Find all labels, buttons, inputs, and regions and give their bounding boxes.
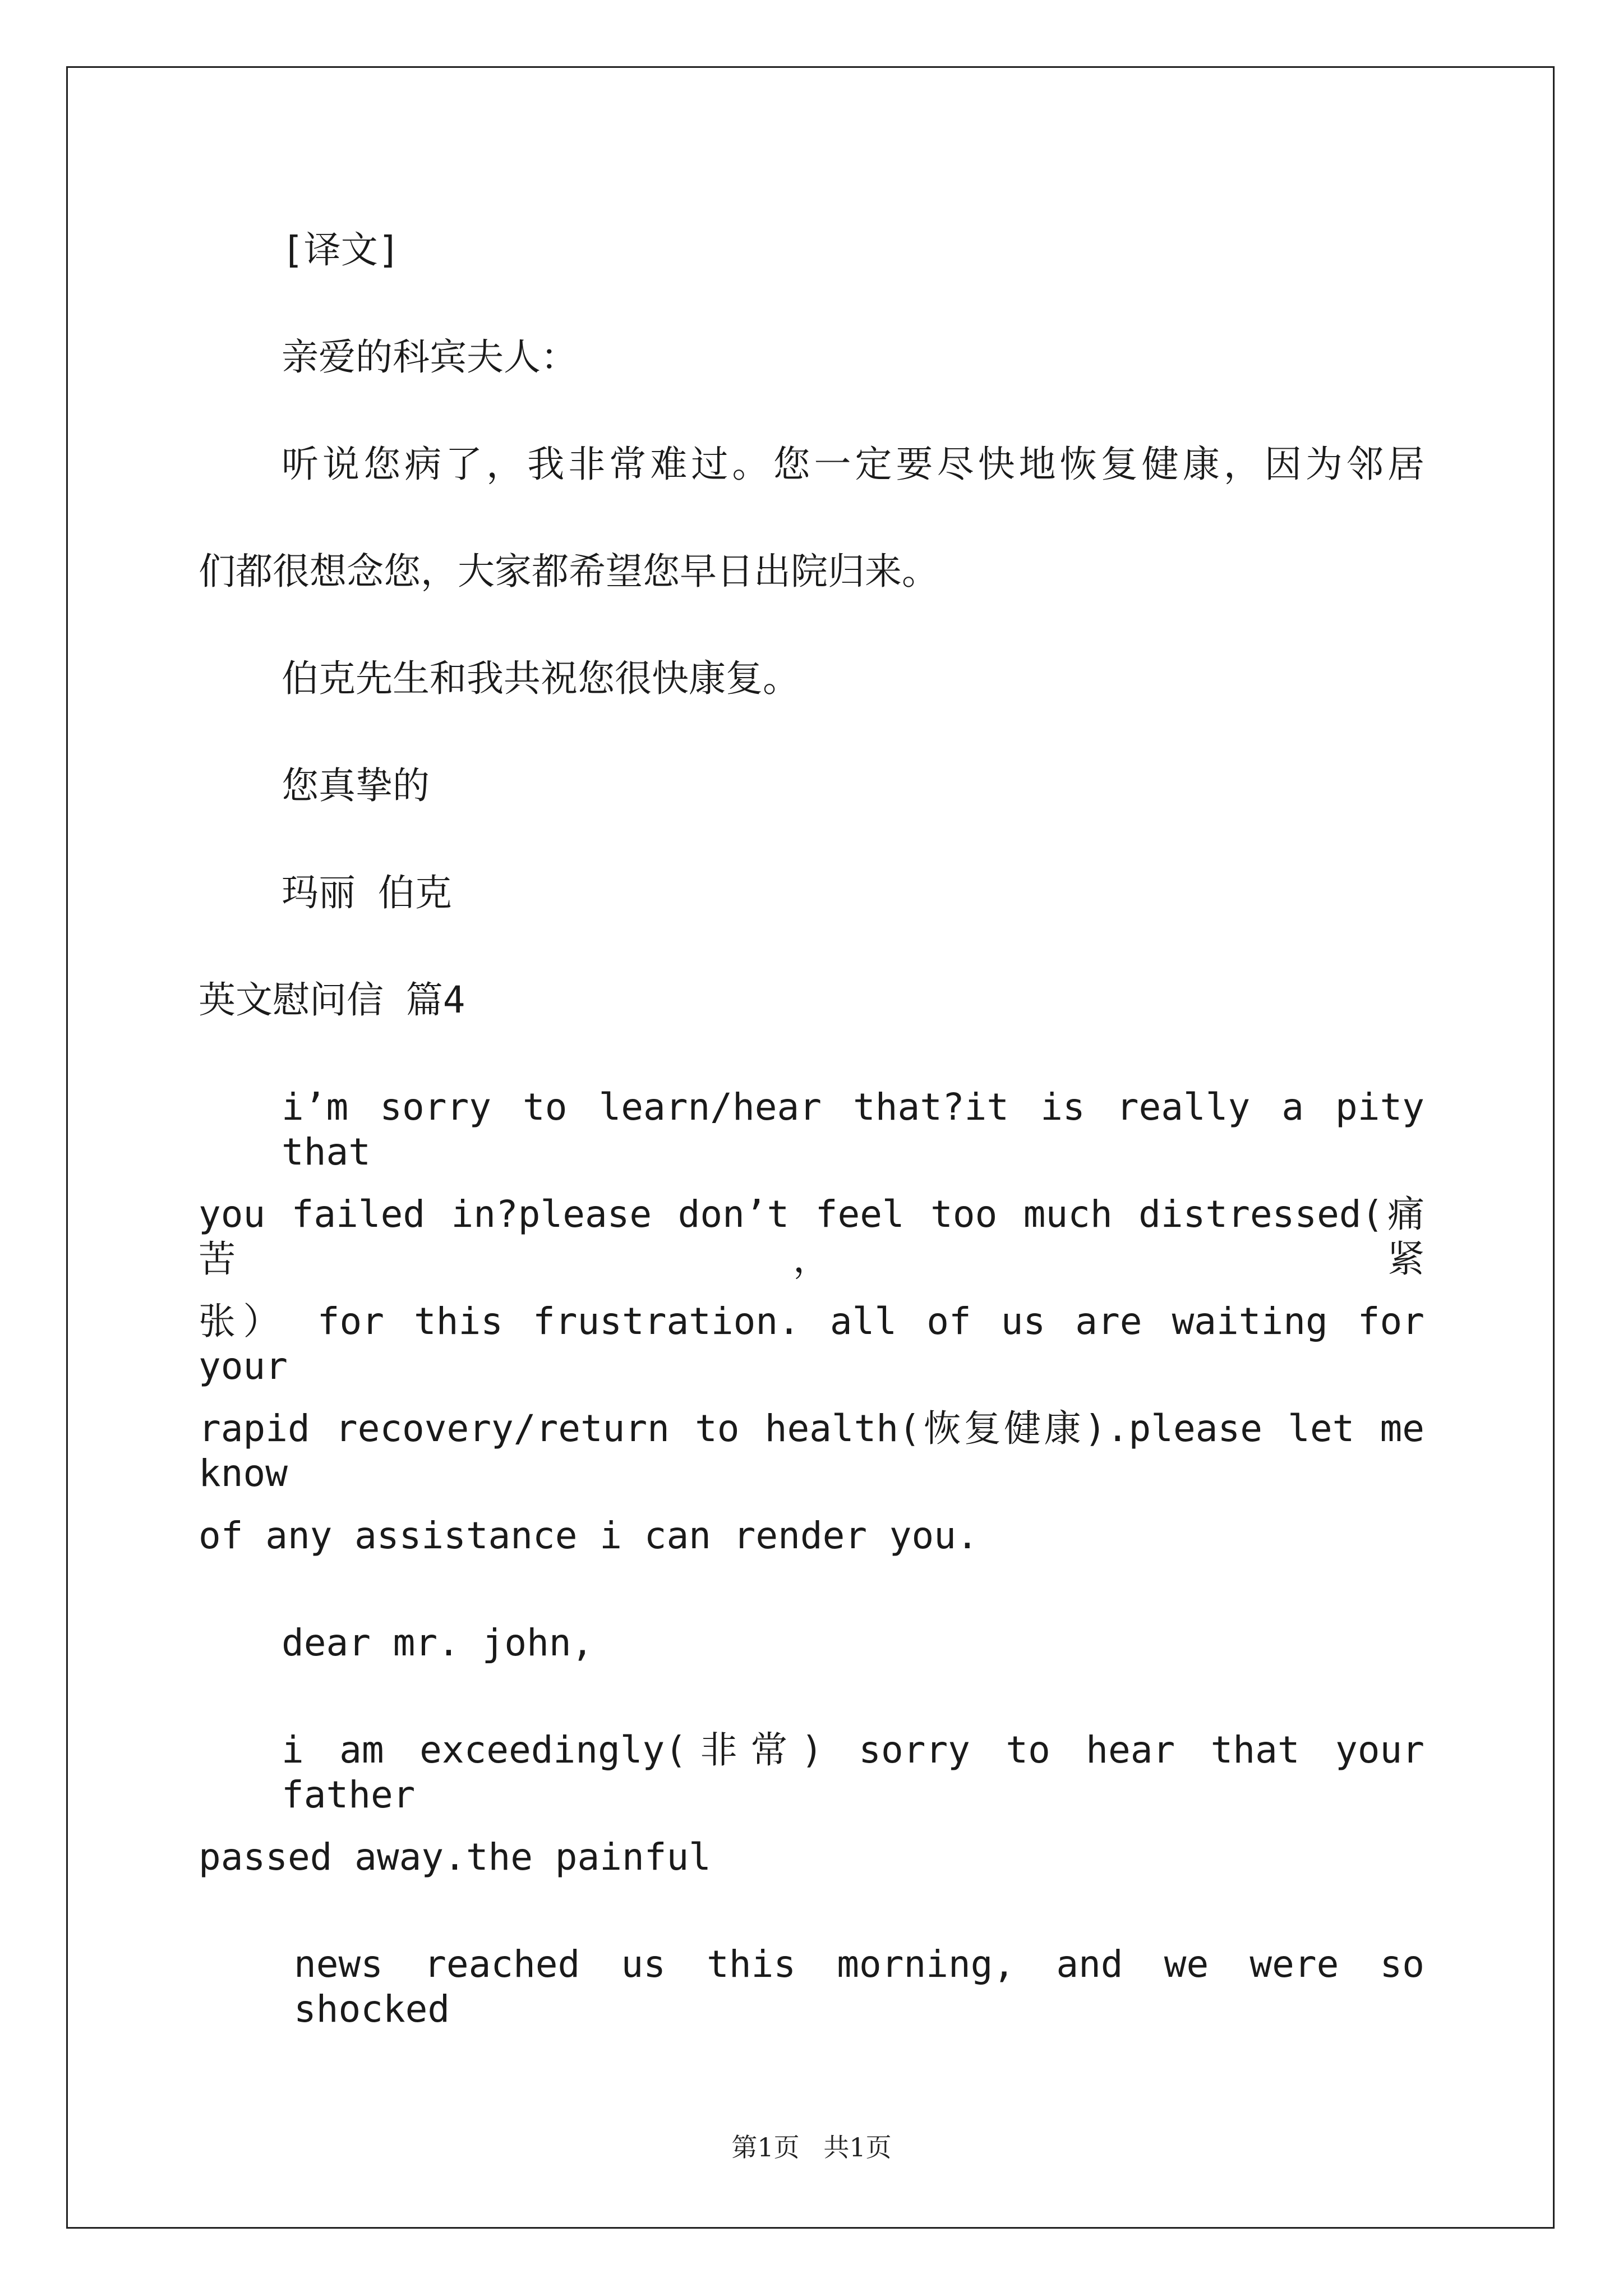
salutation-chinese: 亲爱的科宾夫人： bbox=[282, 335, 578, 379]
paragraph-line: rapid recovery/return to health(恢复健康).please let me know bbox=[199, 1407, 1424, 1495]
paragraph-line: news reached us this morning, and we were so shocked bbox=[294, 1943, 1424, 2031]
page-total: 共1页 bbox=[823, 2132, 892, 2162]
paragraph-line: 们都很想念您，大家都希望您早日出院归来。 bbox=[199, 550, 939, 593]
salutation-english: dear mr. john, bbox=[282, 1621, 594, 1664]
section-heading: 英文慰问信 篇4 bbox=[199, 978, 465, 1022]
paragraph-line: you failed in?please don’t feel too much distressed(痛苦，紧 bbox=[199, 1193, 1424, 1281]
page-footer bbox=[0, 2131, 1623, 2164]
paragraph-line: 张） for this frustration. all of us are waiting for your bbox=[199, 1300, 1424, 1388]
page-number: 第1页 bbox=[731, 2132, 800, 2162]
paragraph-line: 伯克先生和我共祝您很快康复。 bbox=[282, 657, 800, 700]
paragraph-line: i am exceedingly(非常) sorry to hear that your father bbox=[282, 1728, 1424, 1816]
translation-heading: [译文] bbox=[282, 228, 400, 272]
closing-line: 您真挚的 bbox=[282, 764, 430, 807]
paragraph-line: passed away.the painful bbox=[199, 1835, 711, 1879]
signature-line: 玛丽 伯克 bbox=[282, 871, 452, 914]
paragraph-line: i’m sorry to learn/hear that?it is really a pity that bbox=[282, 1085, 1424, 1174]
paragraph-line: 听说您病了，我非常难过。您一定要尽快地恢复健康，因为邻居 bbox=[282, 443, 1424, 486]
paragraph-line: of any assistance i can render you. bbox=[199, 1514, 979, 1557]
